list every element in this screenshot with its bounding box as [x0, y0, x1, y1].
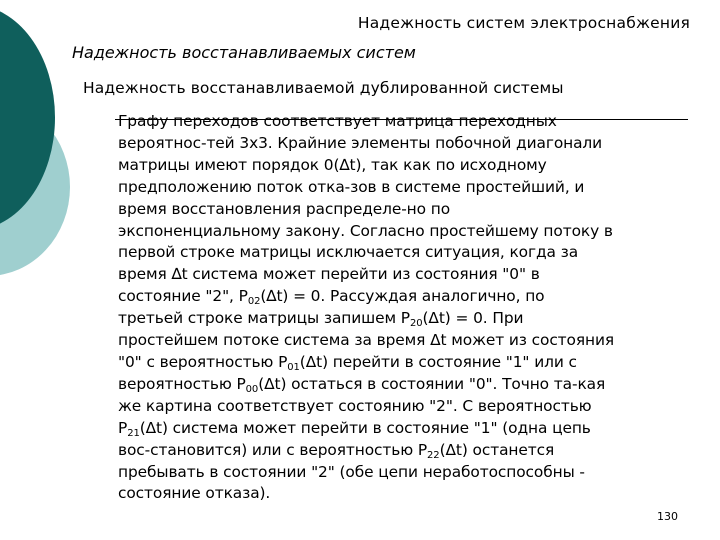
subscript: 01 — [287, 361, 300, 373]
body-line: первой строке матрицы исключается ситуация, когда за — [118, 243, 579, 262]
body-line: вероятнос-тей 3х3. Крайние элементы побочной диагонали — [118, 133, 603, 152]
body-line: время ∆t система может перейти из состояния "0" в — [118, 265, 540, 284]
text-segment: P — [118, 418, 128, 437]
text-segment: (Δt) перейти в состояние "1" или с — [299, 352, 577, 371]
body-line: пребывать в состоянии "2" (обе цепи неработоспособны - — [118, 462, 585, 481]
slide-header: Надежность систем электроснабжения — [357, 14, 690, 32]
section-title: Надежность восстанавливаемых систем — [72, 43, 416, 62]
body-line: Графу переходов соответствует матрица переходных — [118, 112, 557, 130]
subscript: 22 — [427, 449, 440, 461]
text-segment: третьей строке матрицы запишем P — [118, 309, 410, 328]
text-segment: вос-становится) или с вероятностью P — [118, 440, 428, 459]
subscript: 20 — [410, 318, 423, 330]
body-line: же картина соответствует состоянию "2". С вероятностью — [118, 396, 592, 415]
page-number: 130 — [657, 510, 678, 523]
text-segment: (Δt) остаться в состоянии "0". Точно та-кая — [258, 374, 606, 393]
body-line — [118, 286, 693, 308]
body-line — [118, 374, 693, 396]
body-line: предположению поток отка-зов в системе простейший, и — [118, 177, 585, 196]
subscript: 02 — [247, 296, 261, 308]
text-segment: (∆t) = 0. Рассуждая аналогично, по — [260, 287, 545, 306]
subscript: 00 — [245, 383, 259, 395]
text-segment: (Δt) останется — [439, 440, 555, 459]
body-line: экспоненциальному закону. Согласно простейшему потоку в — [118, 221, 613, 240]
subscript: 21 — [127, 427, 140, 439]
body-line: простейшем потоке система за время Δt может из состояния — [118, 331, 615, 350]
text-segment: (Δt) система может перейти в состояние "1" (одна цепь — [139, 418, 591, 437]
body-line: время восстановления распределе-но по — [118, 199, 451, 218]
body-line — [118, 418, 693, 440]
text-segment: вероятностью P — [118, 374, 246, 393]
text-segment: (Δt) = 0. При — [422, 309, 524, 328]
body-line — [118, 352, 693, 374]
text-segment: "0" с вероятностью P — [118, 352, 288, 371]
text-segment: состояние "2", P — [118, 287, 248, 306]
body-line: матрицы имеют порядок 0(∆t), так как по исходному — [118, 155, 547, 174]
slide-subtitle: Надежность восстанавливаемой дублированной системы — [83, 79, 564, 97]
body-paragraph — [118, 111, 693, 505]
body-line — [118, 308, 693, 330]
body-line — [118, 440, 693, 462]
body-line: состояние отказа). — [118, 484, 271, 503]
